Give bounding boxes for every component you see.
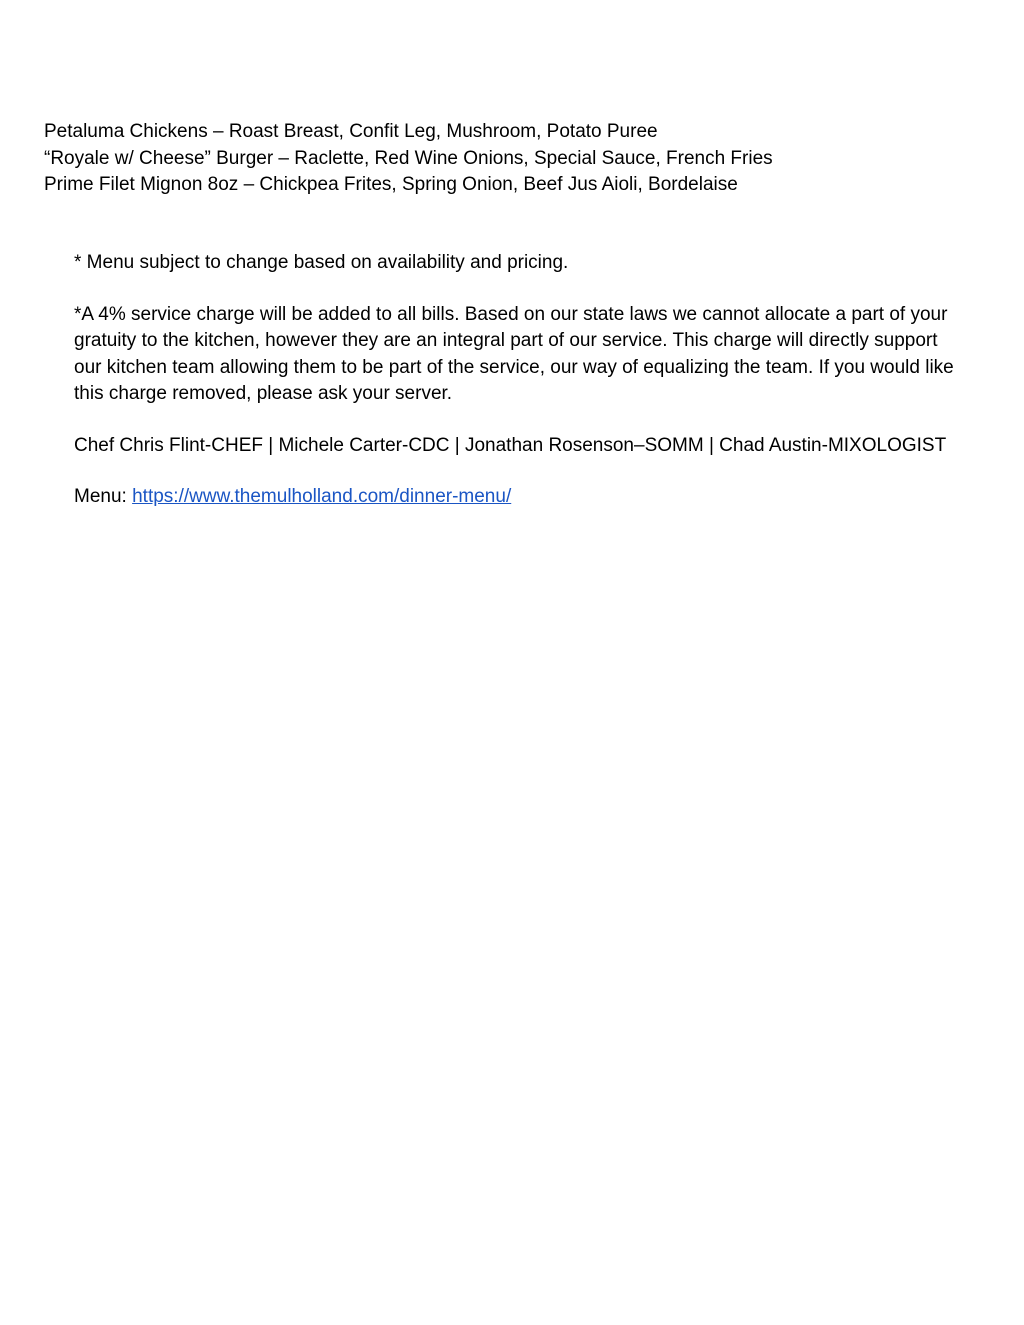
menu-item: Petaluma Chickens – Roast Breast, Confit Leg, Mushroom, Potato Puree bbox=[44, 121, 658, 142]
menu-item: “Royale w/ Cheese” Burger – Raclette, Red Wine Onions, Special Sauce, French Fries bbox=[44, 147, 773, 169]
dinner-menu-link[interactable]: https://www.themulholland.com/dinner-menu/ bbox=[132, 486, 512, 507]
menu-link-label: Menu: bbox=[74, 486, 133, 507]
menu-notes bbox=[74, 250, 954, 511]
menu-link-line bbox=[74, 484, 954, 511]
menu-item: Prime Filet Mignon 8oz – Chickpea Frites, Spring Onion, Beef Jus Aioli, Bordelaise bbox=[44, 174, 738, 195]
staff-credits: Chef Chris Flint-CHEF | Michele Carter-CDC | Jonathan Rosenson–SOMM | Chad Austin-MIXOLOGIST bbox=[74, 434, 947, 456]
menu-item-list bbox=[44, 119, 1004, 199]
availability-note: * Menu subject to change based on availability and pricing. bbox=[74, 252, 569, 273]
service-charge-note: *A 4% service charge will be added to all bills. Based on our state laws we cannot allocate a part of your gratuity to the kitchen, however they are an integral part of our service. This charge will directly support our kitchen team allowing them to be part of the service, our way of equalizing the team. If you would like this charge removed, please ask your server. bbox=[74, 303, 954, 404]
